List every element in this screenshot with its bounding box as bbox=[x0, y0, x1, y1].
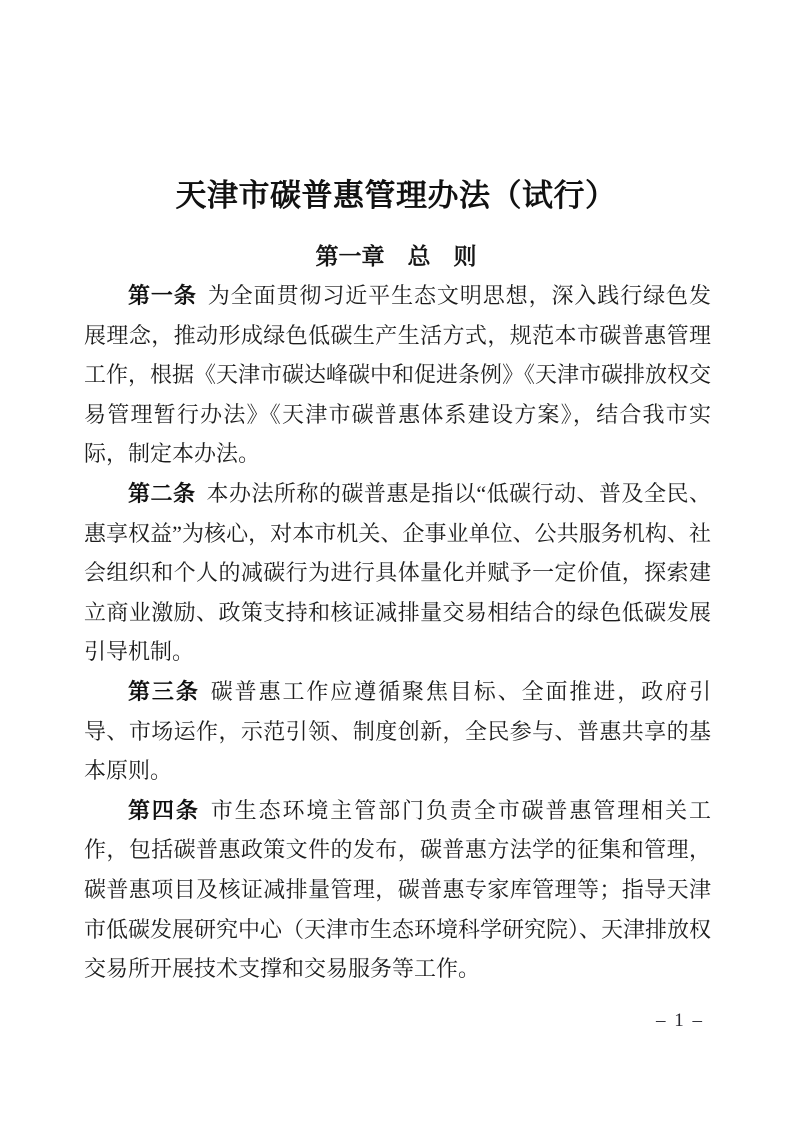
chapter-heading: 第一章 总 则 bbox=[315, 244, 477, 269]
article-2-text: 本办法所称的碳普惠是指以“低碳行动、普及全民、惠享权益”为核心，对本市机关、企事业单位、公共服务机构、社会组织和个人的减碳行为进行具体量化并赋予一定价值，探索建立商业激励、政策支持和核证减排量交易相结合的绿色低碳发展引导机制。 bbox=[84, 480, 711, 665]
article-1-text: 为全面贯彻习近平生态文明思想，深入践行绿色发展理念，推动形成绿色低碳生产生活方式，规范本市碳普惠管理工作，根据《天津市碳达峰碳中和促进条例》《天津市碳排放权交易管理暂行办法》《天津市碳普惠体系建设方案》，结合我市实际，制定本办法。 bbox=[84, 283, 712, 467]
paragraph-article-3 bbox=[84, 672, 711, 791]
article-3-number: 第三条 bbox=[128, 678, 200, 704]
article-4-number: 第四条 bbox=[128, 797, 200, 823]
paragraph-article-4 bbox=[84, 791, 711, 989]
paragraph-article-1 bbox=[84, 276, 711, 474]
article-4-text: 市生态环境主管部门负责全市碳普惠管理相关工作，包括碳普惠政策文件的发布，碳普惠方法学的征集和管理，碳普惠项目及核证减排量管理，碳普惠专家库管理等；指导天津市低碳发展研究中心（天津市生态环境科学研究院）、天津排放权交易所开展技术支撑和交易服务等工作。 bbox=[84, 797, 712, 982]
article-1-number: 第一条 bbox=[128, 283, 197, 308]
paragraph-article-2 bbox=[84, 474, 711, 672]
document-body bbox=[84, 276, 711, 989]
document-title: 天津市碳普惠管理办法（试行） bbox=[175, 178, 617, 213]
article-2-number: 第二条 bbox=[128, 480, 196, 506]
article-3-text: 碳普惠工作应遵循聚焦目标、全面推进，政府引导、市场运作，示范引领、制度创新，全民参与、普惠共享的基本原则。 bbox=[84, 678, 711, 784]
page-number: – 1 – bbox=[656, 1010, 704, 1031]
